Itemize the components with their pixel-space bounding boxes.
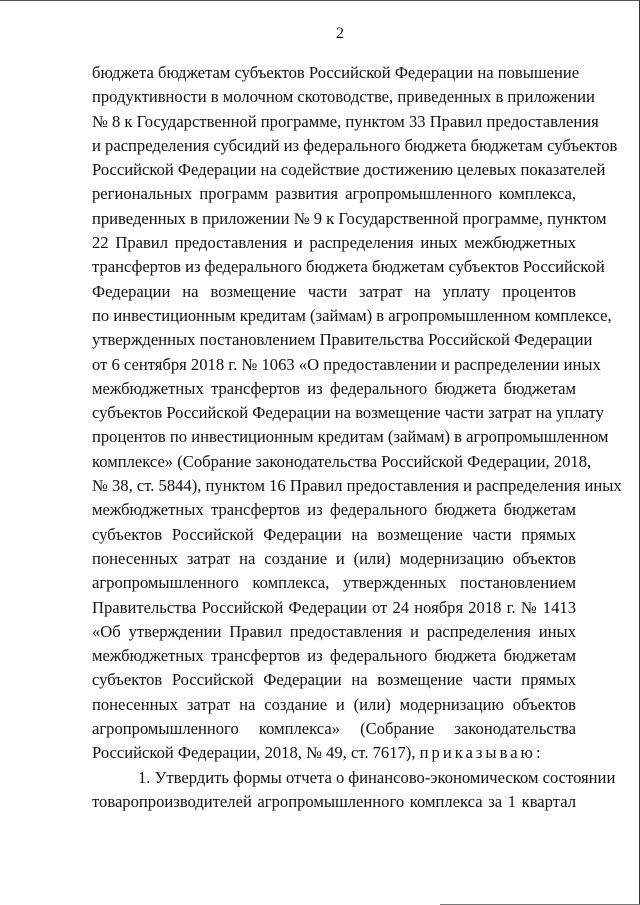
text-line: продуктивности в молочном скотоводстве, приведенных в приложении [92, 87, 595, 107]
text-line: комплексе» (Собрание законодательства Российской Федерации, 2018, [92, 451, 592, 471]
text-line: и распределения субсидий из федерального бюджета бюджетам субъектов [92, 135, 618, 155]
order-word: приказываю: [419, 743, 544, 763]
text-line: межбюджетных трансфертов из федерального бюджета бюджетам [92, 378, 576, 398]
text-line: 22 Правил предоставления и распределения иных межбюджетных [92, 233, 576, 253]
text-line: приведенных в приложении № 9 к Государственной программе, пунктом [92, 208, 607, 228]
closing-line [92, 741, 576, 765]
text-line: межбюджетных трансфертов из федерального бюджета бюджетам [92, 646, 576, 666]
text-line: от 6 сентября 2018 г. № 1063 «О предоставлении и распределении иных [92, 354, 601, 374]
text-line: субъектов Российской Федерации на возмещение части затрат на уплату [92, 403, 604, 423]
text-line: по инвестиционным кредитам (займам) в агропромышленном комплексе, [92, 305, 612, 325]
text-line: процентов по инвестиционным кредитам (займам) в агропромышленном [92, 427, 609, 447]
document-body [92, 61, 622, 814]
text-line: региональных программ развития агропромышленного комплекса, [92, 184, 576, 204]
text-line: субъектов Российской Федерации на возмещение части прямых [92, 670, 576, 690]
text-line: утвержденных постановлением Правительства Российской Федерации [92, 330, 593, 350]
text-line: агропромышленного комплекса» (Собрание законодательства [92, 719, 576, 739]
text-line: бюджета бюджетам субъектов Российской Федерации на повышение [92, 63, 580, 82]
item-1-line-2: товаропроизводителей агропромышленного комплекса за 1 квартал [92, 791, 576, 811]
text-line: трансфертов из федерального бюджета бюджетам субъектов Российской [92, 257, 605, 277]
item-1-line-1: 1. Утвердить формы отчета о финансово-экономическом состоянии [138, 767, 616, 787]
text-line: агропромышленного комплекса, утвержденных постановлением [92, 573, 576, 593]
text-line: субъектов Российской Федерации на возмещение части прямых [92, 524, 576, 544]
closing-line-citation: Российской Федерации, 2018, № 49, ст. 7617), [92, 743, 416, 763]
text-line: Федерации на возмещение части затрат на уплату процентов [92, 281, 576, 301]
page-number: 2 [336, 25, 344, 42]
text-line: понесенных затрат на создание и (или) модернизацию объектов [92, 548, 576, 568]
text-line: межбюджетных трансфертов из федерального бюджета бюджетам [92, 500, 576, 520]
text-line: № 8 к Государственной программе, пунктом 33 Правил предоставления [92, 111, 599, 131]
text-line: понесенных затрат на создание и (или) модернизацию объектов [92, 694, 576, 714]
text-line: «Об утверждении Правил предоставления и распределения иных [92, 621, 576, 641]
text-line: Правительства Российской Федерации от 24 ноября 2018 г. № 1413 [92, 597, 576, 617]
text-line: № 38, ст. 5844), пунктом 16 Правил предоставления и распределения иных [92, 476, 622, 496]
text-line: Российской Федерации на содействие достижению целевых показателей [92, 160, 606, 180]
